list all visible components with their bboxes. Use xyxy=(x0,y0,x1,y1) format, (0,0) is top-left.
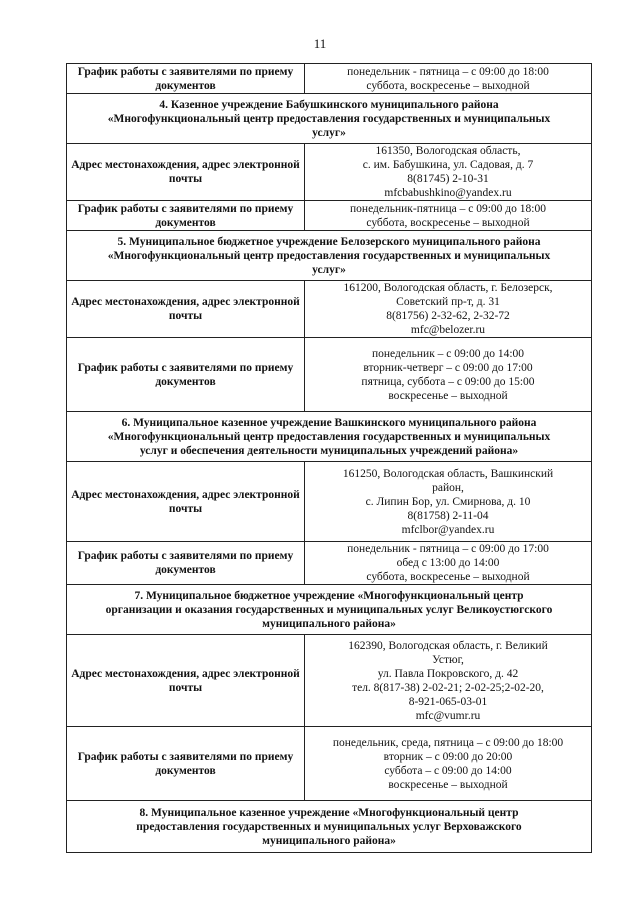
row-label: Адрес местонахождения, адрес электронной почты xyxy=(67,144,305,201)
section-heading-line: услуг и обеспечения деятельности муниципальных учреждений района» xyxy=(139,444,519,457)
row-label: Адрес местонахождения, адрес электронной почты xyxy=(67,635,305,727)
row-value-line: Советский пр-т, д. 31 xyxy=(396,296,500,308)
row-value-line: понедельник, среда, пятница – с 09:00 до 18:00 xyxy=(332,736,564,749)
row-value xyxy=(305,635,592,727)
row-value-line: воскресенье – выходной xyxy=(388,389,508,402)
section-heading xyxy=(67,94,592,144)
row-value-line: mfc@vumr.ru xyxy=(415,709,481,722)
section-row xyxy=(67,412,592,462)
section-row xyxy=(67,801,592,853)
section-heading-line: организации и оказания государственных и муниципальных услуг Великоустюгского xyxy=(105,603,553,616)
row-value-line: понедельник - пятница – с 09:00 до 17:00 xyxy=(347,543,549,555)
section-heading-line: 8. Муниципальное казенное учреждение «Многофункциональный центр xyxy=(139,806,519,819)
row-value-line: вторник – с 09:00 до 20:00 xyxy=(383,750,513,763)
section-row xyxy=(67,231,592,281)
row-value-line: понедельник - пятница – с 09:00 до 18:00 xyxy=(347,65,549,78)
table-row xyxy=(67,144,592,201)
section-heading-line: услуг» xyxy=(312,126,346,139)
row-label: График работы с заявителями по приему документов xyxy=(67,64,305,94)
table-row xyxy=(67,201,592,231)
row-value xyxy=(305,64,592,94)
row-label: Адрес местонахождения, адрес электронной почты xyxy=(67,281,305,338)
row-value-line: 8-921-065-03-01 xyxy=(408,695,488,708)
row-value xyxy=(305,462,592,542)
section-heading-line: 7. Муниципальное бюджетное учреждение «Многофункциональный центр xyxy=(134,589,524,602)
section-row xyxy=(67,94,592,144)
section-heading-line: муниципального района» xyxy=(262,617,396,630)
row-value-line: понедельник-пятница – с 09:00 до 18:00 xyxy=(350,202,546,215)
row-value xyxy=(305,338,592,412)
page-number: 11 xyxy=(313,36,327,51)
row-value xyxy=(305,201,592,231)
row-value-line: 161250, Вологодская область, Вашкинский xyxy=(342,467,554,480)
row-value-line: ул. Павла Покровского, д. 42 xyxy=(377,667,519,680)
row-value-line: район, xyxy=(432,481,464,494)
section-heading-line: «Многофункциональный центр предоставления государственных и муниципальных xyxy=(107,430,551,443)
section-heading-line: 6. Муниципальное казенное учреждение Вашкинского муниципального района xyxy=(121,416,537,429)
row-value-line: суббота, воскресенье – выходной xyxy=(366,571,530,583)
row-value-line: суббота, воскресенье – выходной xyxy=(366,79,530,92)
section-heading-line: предоставления государственных и муниципальных услуг Верховажского xyxy=(136,820,522,833)
mfc-table xyxy=(66,63,592,853)
row-value-line: mfc@belozer.ru xyxy=(410,324,486,336)
section-heading-line: «Многофункциональный центр предоставления государственных и муниципальных xyxy=(107,112,551,125)
row-label: График работы с заявителями по приему документов xyxy=(67,542,305,585)
section-heading-line: 5. Муниципальное бюджетное учреждение Белозерского муниципального района xyxy=(117,235,541,248)
section-heading xyxy=(67,412,592,462)
section-row xyxy=(67,585,592,635)
section-heading-line: 4. Казенное учреждение Бабушкинского муниципального района xyxy=(159,98,499,111)
row-value xyxy=(305,144,592,201)
row-value-line: воскресенье – выходной xyxy=(388,778,508,791)
row-value xyxy=(305,542,592,585)
section-heading-line: «Многофункциональный центр предоставления государственных и муниципальных xyxy=(107,249,551,262)
row-value-line: mfcbabushkino@yandex.ru xyxy=(384,187,512,199)
row-value-line: с. Липин Бор, ул. Смирнова, д. 10 xyxy=(365,495,531,508)
section-heading xyxy=(67,231,592,281)
row-value-line: пятница, суббота – с 09:00 до 15:00 xyxy=(361,375,535,388)
row-value xyxy=(305,727,592,801)
row-value-line: суббота, воскресенье – выходной xyxy=(366,216,530,229)
row-value-line: 8(81756) 2-32-62, 2-32-72 xyxy=(386,310,510,322)
row-value-line: Устюг, xyxy=(432,653,464,666)
table-row xyxy=(67,462,592,542)
section-heading-line: услуг» xyxy=(312,263,346,276)
row-value-line: вторник-четверг – с 09:00 до 17:00 xyxy=(363,361,533,374)
table-row xyxy=(67,281,592,338)
row-label: График работы с заявителями по приему документов xyxy=(67,201,305,231)
row-value-line: тел. 8(817-38) 2-02-21; 2-02-25;2-02-20, xyxy=(352,681,544,694)
table-row xyxy=(67,64,592,94)
row-value xyxy=(305,281,592,338)
row-value-line: 8(81745) 2-10-31 xyxy=(407,173,489,185)
row-label: График работы с заявителями по приему документов xyxy=(67,338,305,412)
row-label: Адрес местонахождения, адрес электронной почты xyxy=(67,462,305,542)
row-value-line: с. им. Бабушкина, ул. Садовая, д. 7 xyxy=(362,159,534,171)
row-label: График работы с заявителями по приему документов xyxy=(67,727,305,801)
section-heading-line: муниципального района» xyxy=(262,834,396,847)
row-value-line: понедельник – с 09:00 до 14:00 xyxy=(371,347,525,360)
row-value-line: 8(81758) 2-11-04 xyxy=(407,509,489,522)
table-row xyxy=(67,338,592,412)
table-row xyxy=(67,542,592,585)
row-value-line: 161200, Вологодская область, г. Белозерск, xyxy=(343,282,553,294)
section-heading xyxy=(67,585,592,635)
row-value-line: 162390, Вологодская область, г. Великий xyxy=(348,639,548,652)
row-value-line: mfclbor@yandex.ru xyxy=(401,523,495,536)
table-row xyxy=(67,727,592,801)
section-heading xyxy=(67,801,592,853)
row-value-line: суббота – с 09:00 до 14:00 xyxy=(384,764,512,777)
table-row xyxy=(67,635,592,727)
row-value-line: 161350, Вологодская область, xyxy=(375,145,521,157)
row-value-line: обед с 13:00 до 14:00 xyxy=(396,557,500,569)
